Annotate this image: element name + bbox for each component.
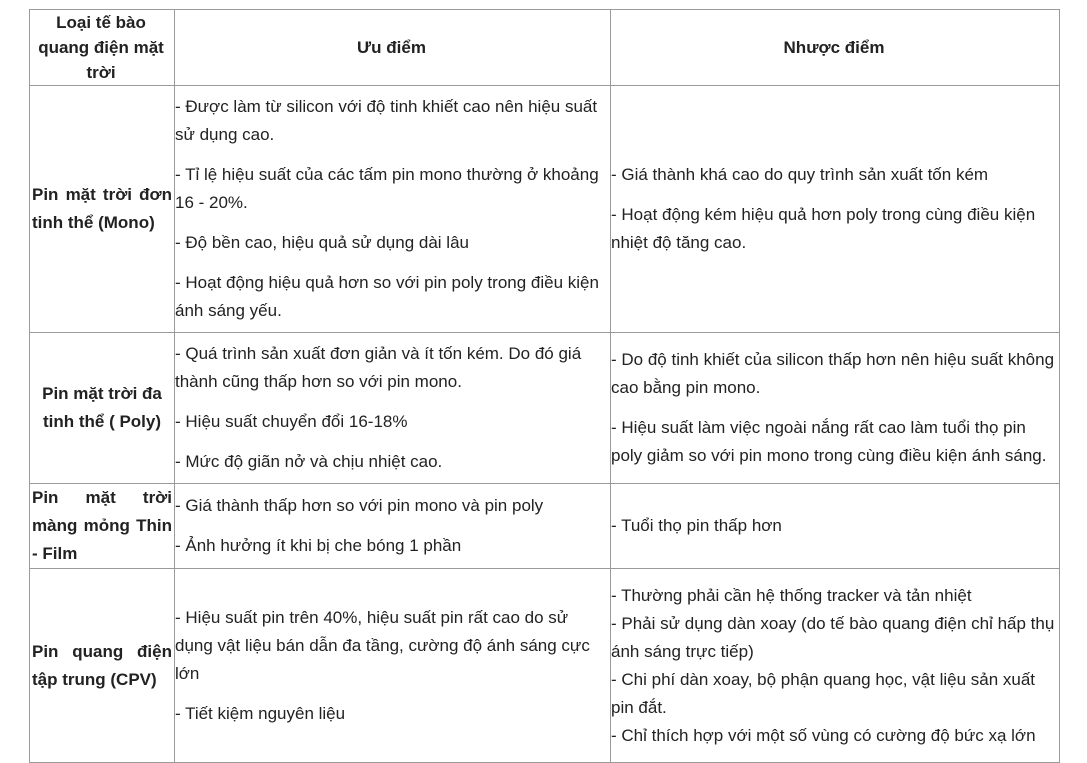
cell-cons [611, 333, 1060, 484]
list-item: - Do độ tinh khiết của silicon thấp hơn nên hiệu suất không cao bằng pin mono. [611, 350, 1055, 397]
header-cons: Nhược điểm [611, 10, 1060, 86]
list-item: - Hiệu suất làm việc ngoài nắng rất cao làm tuổi thọ pin poly giảm so với pin mono trong cùng điều kiện ánh sáng. [611, 418, 1047, 465]
header-pros: Ưu điểm [175, 10, 611, 86]
cell-type: Pin mặt trời đơn tinh thể (Mono) [30, 86, 175, 333]
list-item: - Chi phí dàn xoay, bộ phận quang học, vật liệu sản xuất pin đắt. [611, 669, 1036, 717]
list-item: - Quá trình sản xuất đơn giản và ít tốn kém. Do đó giá thành cũng thấp hơn so với pin mono. [175, 344, 582, 391]
list-item: - Hiệu suất pin trên 40%, hiệu suất pin rất cao do sử dụng vật liệu bán dẫn đa tầng, cường độ ánh sáng cực lớn [175, 607, 590, 683]
list-item: - Phải sử dụng dàn xoay (do tế bào quang điện chỉ hấp thụ ánh sáng trực tiếp) [611, 613, 1055, 661]
list-item: - Ảnh hưởng ít khi bị che bóng 1 phần [175, 536, 462, 555]
list-item: - Thường phải cần hệ thống tracker và tản nhiệt [611, 585, 972, 605]
list-item: - Độ bền cao, hiệu quả sử dụng dài lâu [175, 233, 469, 252]
table-row [30, 86, 1060, 333]
cell-cons [611, 569, 1060, 763]
cell-pros [175, 86, 611, 333]
list-item: - Tiết kiệm nguyên liệu [175, 703, 346, 723]
table-row [30, 569, 1060, 763]
table-row [30, 333, 1060, 484]
list-item: - Giá thành khá cao do quy trình sản xuất tốn kém [611, 165, 989, 184]
list-item: - Tuổi thọ pin thấp hơn [611, 516, 782, 535]
list-item: - Mức độ giãn nở và chịu nhiệt cao. [175, 452, 443, 471]
list-item: - Được làm từ silicon với độ tinh khiết cao nên hiệu suất sử dụng cao. [175, 97, 598, 144]
table-header-row [30, 10, 1060, 86]
cell-type: Pin mặt trời đa tinh thể ( Poly) [30, 333, 175, 484]
solar-cell-comparison-table [29, 9, 1060, 763]
table-row [30, 484, 1060, 569]
list-item: - Chỉ thích hợp với một số vùng có cường độ bức xạ lớn [611, 725, 1036, 745]
cell-pros [175, 333, 611, 484]
cell-cons [611, 86, 1060, 333]
list-item: - Hoạt động hiệu quả hơn so với pin poly trong điều kiện ánh sáng yếu. [175, 273, 599, 320]
header-type: Loại tế bào quang điện mặt trời [30, 10, 175, 86]
list-item: - Giá thành thấp hơn so với pin mono và pin poly [175, 496, 544, 515]
cell-pros [175, 569, 611, 763]
list-item: - Tỉ lệ hiệu suất của các tấm pin mono thường ở khoảng 16 - 20%. [175, 165, 599, 212]
cell-type: Pin quang điện tập trung (CPV) [30, 569, 175, 763]
cell-cons [611, 484, 1060, 569]
cell-type: Pin mặt trời màng mỏng Thin - Film [30, 484, 175, 569]
list-item: - Hoạt động kém hiệu quả hơn poly trong cùng điều kiện nhiệt độ tăng cao. [611, 205, 1036, 252]
cell-pros [175, 484, 611, 569]
list-item: - Hiệu suất chuyển đổi 16-18% [175, 412, 408, 431]
